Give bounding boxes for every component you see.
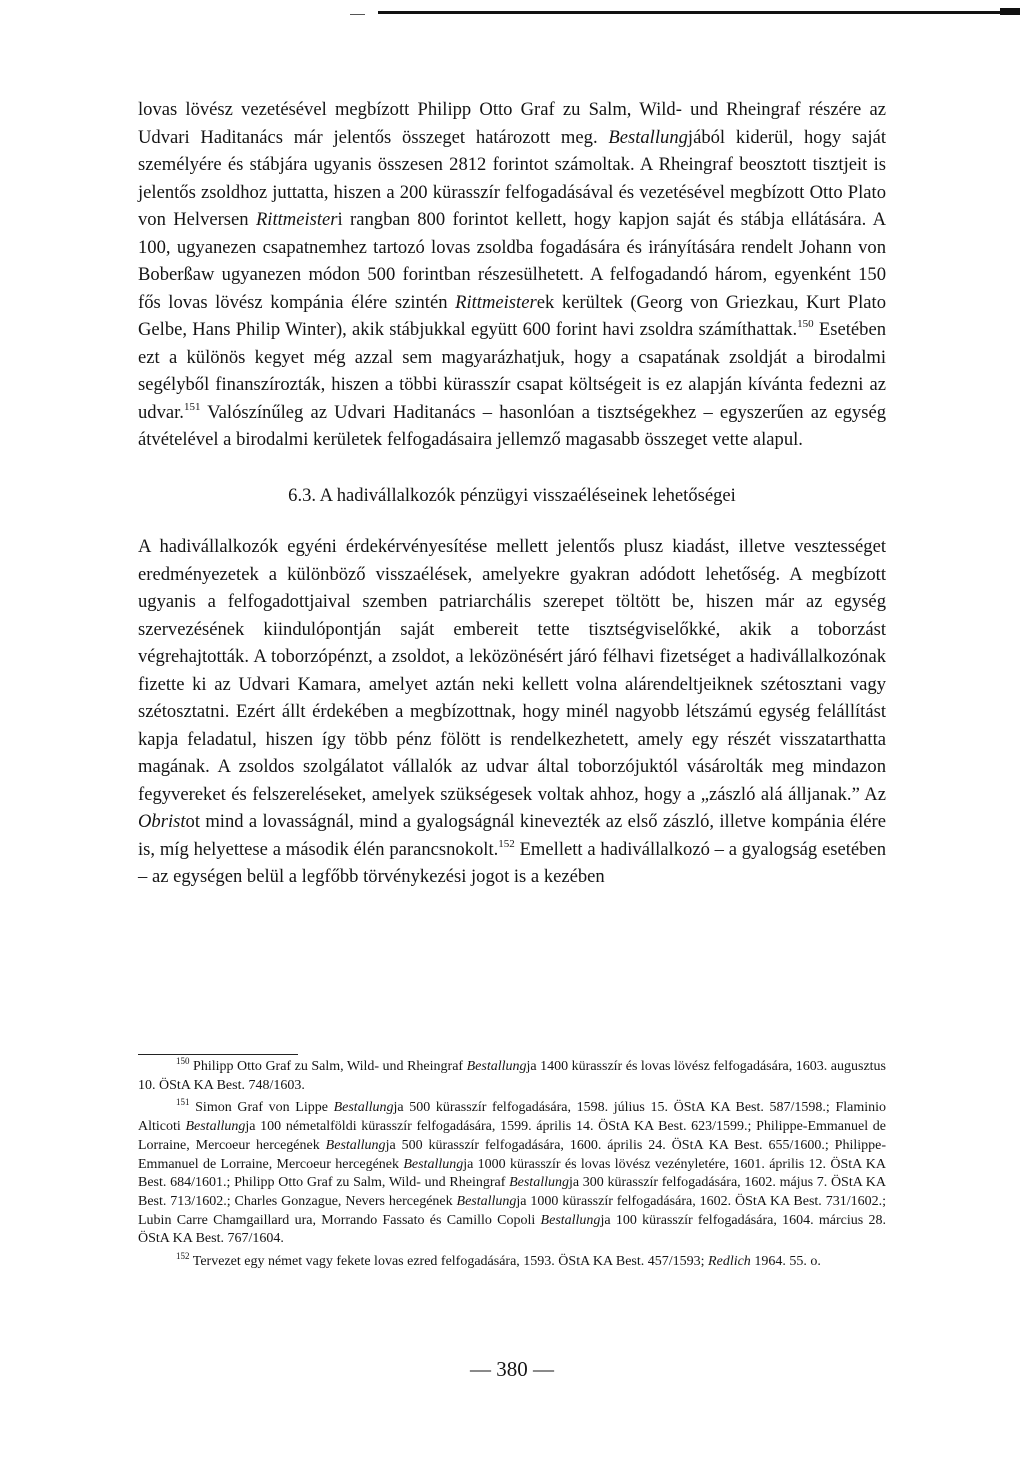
footnote-150: $^{150}$ Philipp Otto Graf zu Salm, Wild- und Rheingraf Bestallungja 1400 kürasszír és lovas lövész felfogadására, 1603. augusztus 10. ÖStA KA Best. 748/1603. [138,1056,886,1093]
footnote-ref-151: 151 [183,400,201,413]
section-heading: 6.3. A hadivállalkozók pénzügyi visszaéléseinek lehetőségei [288,484,736,506]
header-rule-mark [1000,8,1020,15]
footnote-151: $^{151}$ Simon Graf von Lippe Bestallungja 500 kürasszír felfogadására, 1598. július 15. ÖStA KA Best. 587/1598.; Flaminio Alticoti Bestallungja 100 németalföldi kürasszír felfogadására, 1599. április 14. ÖStA KA Best. 623/1599.; Philippe-Emmanuel de Lorraine, Mercoeur hercegének Bestallungja 500 kürasszír felfogadására, 1600. április 24. ÖStA KA Best. 655/1600.; Philippe-Emmanuel de Lorraine, Mercoeur hercegének Bestallungja 1000 kürasszír és lovas lövész vezényletére, 1601. április 12. ÖStA KA Best. 684/1601.; Philipp Otto Graf zu Salm, Wild- und Rheingraf Bestallungja 300 kürasszír felfogadására, 1602. május 7. ÖStA KA Best. 713/1602.; Charles Gonzague, Nevers hercegének Bestallungja 1000 kürasszír felfogadására, 1602. ÖStA KA Best. 731/1602.; Lubin Carre Chamgaillard ura, Morrando Fassato és Camillo Copoli Bestallungja 100 kürasszír felfogadására, 1604. március 28. ÖStA KA Best. 767/1604. [138,1097,887,1247]
page-number: — 380 — [470,1357,554,1381]
page-body [138,96,886,891]
body-paragraph-2: A hadivállalkozók egyéni érdekérvényesítése mellett jelentős plusz kiadást, illetve vesztességet eredményezetek a különböző visszaélések, amelyekre gyakran adódott lehetőség. A megbízott ugyanis a felfogadottjaival szemben patriarchális szerepet töltött be, hiszen már az egység szervezésének kiindulópontján saját embereit tette tisztségviselőkké, akik a toborzást végrehajtották. A toborzópénzt, a zsoldot, a leközönésért járó félhavi fizetséget a hadivállalkozónak fizette ki az Udvari Kamara, amelyet aztán neki kellett volna alárendeltjeiknek szétosztani vagy szétosztatni. Ezért állt érdekében a megbízottnak, hogy minél nagyobb létszámú egység felállítást kapja feladatul, hiszen így több pénz fölött is rendelkezhetett, amely egy részét visszatarthatta magának. A zsoldos szolgálatot vállalók az udvar által toborzójuktól vásárolták meg mindazon fegyvereket és felszereléseket, amelyek szükségesek voltak ahhoz, hogy a „zászló alá álljanak.” Az Obristot mind a lovasságnál, mind a gyalogságnál kinevezték az első zászló, illetve kompánia élére is, míg helyettese a második élén parancsnokolt.$^{152}$ Emellett a hadivállalkozó – a gyalogság esetében – az egységen belül a legfőbb törvénykezési jogot is a kezében [138,536,887,887]
footnote-ref-150: 150 [797,318,814,330]
footnote-152: $^{152}$ Tervezet egy német vagy fekete lovas ezred felfogadására, 1593. ÖStA KA Best. 457/1593; Redlich 1964. 55. o. [176,1251,821,1270]
header-rule [378,11,1003,14]
footnotes [138,1058,886,1272]
footnote-ref-152: 152 [498,837,515,850]
footnote-separator [138,1054,298,1055]
header-rule-short [350,14,365,15]
body-paragraph-1: lovas lövész vezetésével megbízott Philipp Otto Graf zu Salm, Wild- und Rheingraf részére az Udvari Haditanács már jelentős összeget határozott meg. Bestallungjából kiderül, hogy saját személyére és stábjára ugyanis összesen 2812 forintot számoltak. A Rheingraf beosztott tisztjeit is jelentős zsoldhoz juttatta, hiszen a 200 kürasszír felfogadásával és vezetésével megbízott Otto Plato von Helversen Rittmeisteri rangban 800 forintot kellett, hogy kapjon saját és stábja ellátására. A 100, ugyanezen csapatnemhez tartozó lovas zsoldba fogadására és irányítására rendelt Johann von Boberßaw ugyanezen módon 500 forintban részesülhetett. A felfogadandó három, egyenként 150 fős lovas lövész kompánia élére szintén Rittmeisterek kerültek (Georg von Griezkau, Kurt Plato Gelbe, Hans Philip Winter), akik stábjukkal együtt 600 forint havi zsoldra számíthattak.$^{150}$ Esetében ezt a különös kegyet még azzal sem magyarázhatjuk, hogy a csapatának zsoldját a birodalmi segélyből finanszírozták, hiszen a többi kürasszír csapat költségeit is ez alapján kívánta fedezni az udvar.$^{151}$ Valószínűleg az Udvari Haditanács – hasonlóan a tisztségekhez – egyszerűen az egység átvételével a birodalmi kerületek felfogadásaira jellemző magasabb összeget vette alapul. [138,99,886,450]
